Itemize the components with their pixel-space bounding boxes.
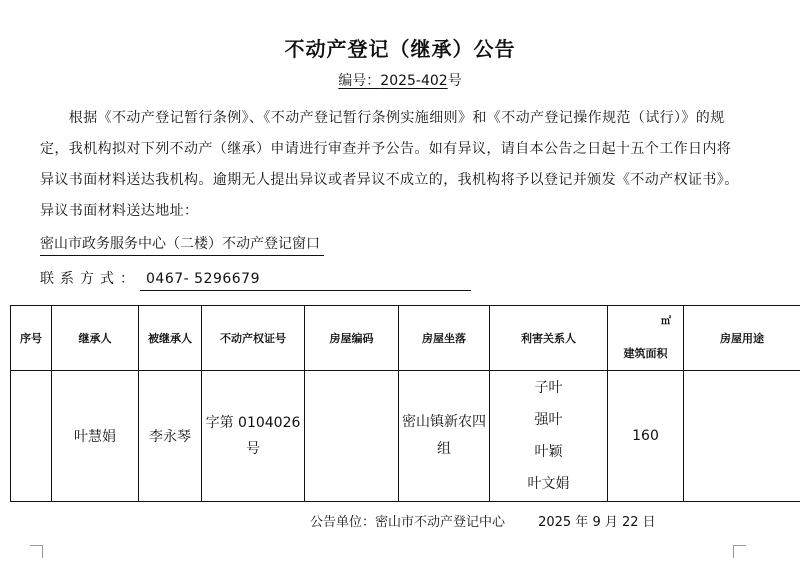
page-title: 不动产登记（继承）公告: [284, 37, 516, 61]
party-name: 强叶: [534, 412, 563, 428]
cell-seq: [11, 371, 52, 502]
footer-label: 公告单位：: [310, 515, 376, 530]
document-number-label: 编号：: [338, 73, 381, 89]
page-corner-mark-left: [30, 545, 43, 558]
cell-parties: [490, 371, 608, 502]
table-row: [11, 371, 800, 502]
header-cert-no: 不动产权证号: [202, 306, 305, 371]
party-name: 叶颖: [534, 444, 563, 460]
contact-phone: 0467- 5296679: [140, 268, 471, 291]
cell-house-code: [305, 371, 399, 502]
header-house-code: 房屋编码: [305, 306, 399, 371]
header-location: 房屋坐落: [399, 306, 490, 371]
table-header-row: [11, 306, 800, 371]
area-label: 建筑面积: [623, 347, 668, 360]
cell-decedent: 李永琴: [139, 371, 202, 502]
footer: [310, 511, 656, 530]
page-corner-mark-right: [733, 545, 746, 558]
cell-usage: [684, 371, 800, 502]
footer-date: 2025 年 9 月 22 日: [538, 515, 656, 530]
contact-label: 联系方式：: [40, 271, 140, 287]
property-table: [10, 305, 800, 502]
delivery-address: 密山市政务服务中心（二楼）不动产登记窗口: [40, 233, 324, 256]
footer-org: 密山市不动产登记中心: [375, 515, 506, 530]
party-name: 叶文娟: [527, 476, 570, 492]
contact-line: [40, 268, 471, 291]
cell-area: 160: [608, 371, 684, 502]
header-area: [608, 306, 684, 371]
area-unit: ㎡: [661, 316, 671, 327]
document-number-value: 2025-402: [380, 73, 448, 89]
header-decedent: 被继承人: [139, 306, 202, 371]
header-seq: 序号: [11, 306, 52, 371]
cell-cert-no: 字第 0104026 号: [202, 371, 305, 502]
party-name: 子叶: [534, 380, 563, 396]
announcement-body: 根据《不动产登记暂行条例》、《不动产登记暂行条例实施细则》和《不动产登记操作规范（试行）》的规定，我机构拟对下列不动产（继承）申请进行审查并予公告。如有异议，请自本公告之日起十五个工作日内将异议书面材料送达我机构。逾期无人提出异议或者异议不成立的，我机构将予以登记并颁发《不动产权证书》。 异议书面材料送达地址：: [40, 110, 739, 219]
header-parties: 利害关系人: [490, 306, 608, 371]
document-number: [0, 70, 800, 90]
cell-heir: 叶慧娟: [52, 371, 139, 502]
header-usage: 房屋用途: [684, 306, 800, 371]
cell-location: 密山镇新农四组: [399, 371, 490, 502]
document-number-suffix: 号: [447, 73, 462, 89]
header-heir: 继承人: [52, 306, 139, 371]
